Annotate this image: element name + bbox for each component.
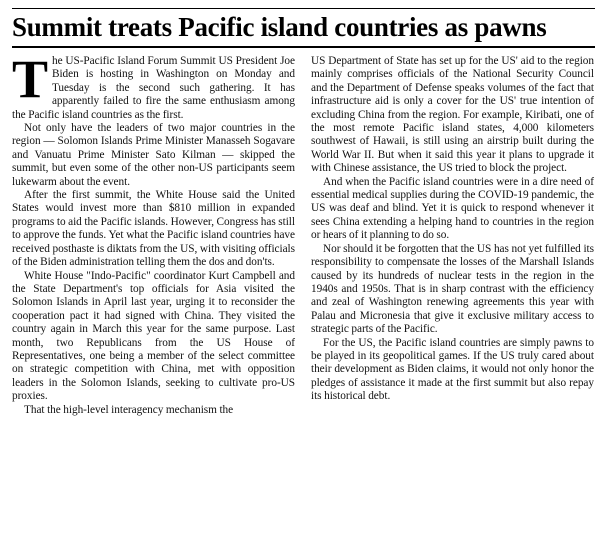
paragraph-text: After the first summit, the White House said the United States would invest more than $810 million in expanded programs to aid the Pacific islands. However, Congress has still to approve the funds. Yet what the Pacific island countries have received posthaste is diktats from the US, with visiting officials of the Biden administration telling them the dos and don'ts. (12, 189, 295, 269)
paragraph-text: And when the Pacific island countries were in a dire need of essential medical supplies during the COVID-19 pandemic, the US was deaf and blind. Yet it is quick to respond whenever it sees China extending a helping hand to countries in the region or hears of it planning to do so. (311, 175, 594, 242)
page-title: Summit treats Pacific island countries as pawns (12, 12, 547, 42)
paragraph-text: White House "Indo-Pacific" coordinator Kurt Campbell and the State Department's top officials for Asia visited the Solomon Islands in April last year, urging it to reconsider the cooperation pact it had signed with China. They visited the country again in March this year for the same purpose. Last month, two Republicans from the US House of Representatives, one being a member of the select committee on strategic competition with China, met with opposition leaders in the Solomon Islands, seeking to cultivate pro-US proxies. (12, 269, 295, 403)
paragraph (311, 337, 594, 404)
article-columns (12, 49, 595, 525)
drop-cap: T (12, 49, 48, 109)
paragraph (311, 176, 594, 243)
paragraph-text: he US-Pacific Island Forum Summit US President Joe Biden is hosting in Washington on Monday and Tuesday is the second such gathering. It has apparently failed to fire the same enthusiasm among the Pacific island countries as the first. (12, 55, 295, 121)
article-column-left (12, 49, 295, 525)
paragraph-text: Nor should it be forgotten that the US has not yet fulfilled its responsibility to compensate the losses of the Marshall Islands caused by its hundreds of nuclear tests in the region in the 1940s and 1950s. That is in sharp contrast with the efficiency and zeal of Washington renewing agreements this year with Palau and Micronesia that give it exclusive military access to strategic parts of the Pacific. (311, 242, 594, 336)
paragraph (12, 270, 295, 404)
paragraph (12, 189, 295, 269)
paragraph (12, 49, 295, 122)
paragraph (311, 243, 594, 337)
paragraph (12, 404, 295, 417)
headline-top-rule (12, 8, 595, 9)
paragraph (311, 55, 594, 176)
article-column-right (311, 55, 594, 525)
paragraph-text: US Department of State has set up for the US' aid to the region mainly comprises officials of the National Security Council and the Department of Defense speaks volumes of the fact that infrastructure aid is only a cover for the US' true intention of excluding China from the region. For example, Kiribati, one of the most remote Pacific island states, 4,000 kilometers southwest of Hawaii, is still using an airstrip built during the World War II. But when it said this year it plans to upgrade it with Chinese assistance, the US tried to block the project. (311, 55, 594, 175)
paragraph-text: For the US, the Pacific island countries are simply pawns to be played in its geopolitical games. If the US truly cared about their development as Biden claims, it would not only honor the pledges of assistance it made at the first summit but also repay its historical debt. (311, 336, 594, 403)
paragraph (12, 122, 295, 189)
paragraph-text: That the high-level interagency mechanism the (24, 403, 234, 416)
paragraph-text: Not only have the leaders of two major countries in the region — Solomon Islands Prime Minister Manasseh Sogavare and Vanuatu Prime Minister Sato Kilman — skipped the summit, but even some of the other non-US participants seem lukewarm about the event. (12, 122, 295, 188)
headline-bottom-rule (12, 46, 595, 48)
